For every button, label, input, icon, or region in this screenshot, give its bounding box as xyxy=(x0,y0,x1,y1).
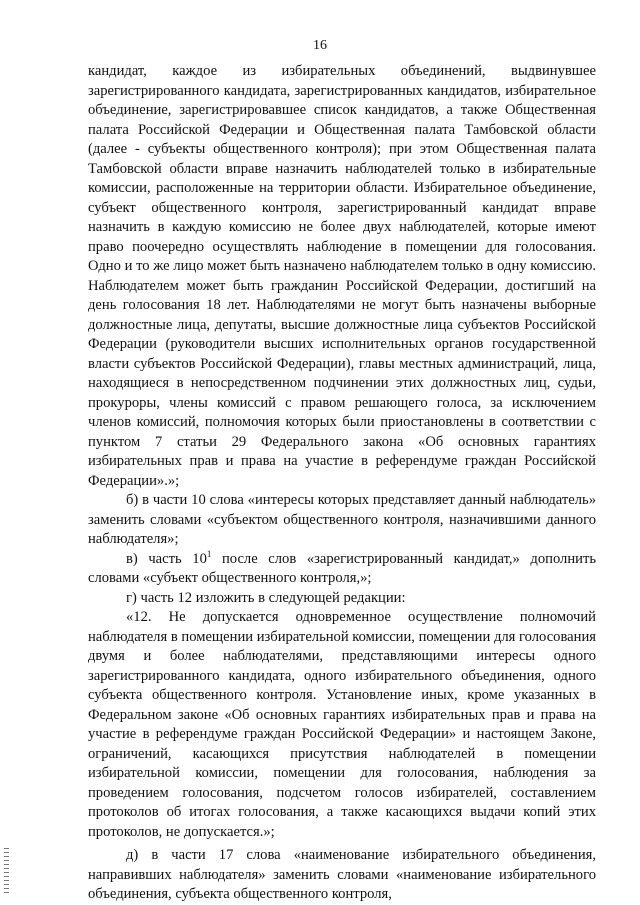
page-number: 16 xyxy=(313,38,327,53)
paragraph-item-v xyxy=(88,550,596,589)
paragraph-continued-text: кандидат, каждое из избирательных объединений, выдвинувшее зарегистрированного кандидата, зарегистрированных кандидатов, избирательное объединение, зарегистрировавшее список кандидатов, а также Общественная палата Российской Федерации и Общественная палата Тамбовской области (далее - субъекты общественного контроля); при этом Общественная палата Тамбовской области вправе назначить наблюдателей только в избирательные комиссии, расположенные на территории области. Избирательное объединение, субъект общественного контроля, зарегистрированный кандидат вправе назначить в каждую комиссию не более двух наблюдателей, которые имеют право поочередно осуществлять наблюдение в помещении для голосования. Одно и то же лицо может быть назначено наблюдателем только в одну комиссию. Наблюдателем может быть гражданин Российской Федерации, достигший на день голосования 18 лет. Наблюдателями не могут быть назначены выборные должностные лица, депутаты, высшие должностные лица субъектов Российской Федерации (руководители высших исполнительных органов государственной власти субъектов Российской Федерации), главы местных администраций, лица, находящиеся в непосредственном подчинении этих должностных лиц, судьи, прокуроры, члены комиссий с правом решающего голоса, за исключением членов комиссий, полномочия которых были приостановлены в соответствии с пунктом 7 статьи 29 Федерального закона «Об основных гарантиях избирательных прав и права на участие в референдуме граждан Российской Федерации».»; xyxy=(88,63,596,489)
scan-edge-marks xyxy=(4,848,10,900)
paragraph-quoted-part-12: «12. Не допускается одновременное осуществление полномочий наблюдателя в помещении избирательной комиссии, помещении для голосования двумя и более наблюдателями, представляющими интересы одного зарегистрированного кандидата, одного избирательного объединения, одного субъекта общественного контроля. Установление иных, кроме указанных в Федеральном законе «Об основных гарантиях избирательных прав и права на участие в референдуме граждан Российской Федерации» и настоящем Законе, ограничений, касающихся присутствия наблюдателей в помещении избирательной комиссии, помещении для голосования, наблюдения за проведением голосования, подсчетом голосов избирателей, составлением протоколов об итогах голосования, а также касающихся выдачи копий этих протоколов, не допускается.»; xyxy=(88,609,596,840)
paragraph-item-d: д) в части 17 слова «наименование избирательного объединения, направивших наблюдателя» заменить словами «наименование избирательного объединения, субъекта общественного контроля, xyxy=(88,847,596,902)
item-v-superscript: 1 xyxy=(206,548,212,559)
paragraph-item-g: г) часть 12 изложить в следующей редакции: xyxy=(126,589,406,606)
document-body xyxy=(88,62,596,905)
item-v-lead: в) часть 10 xyxy=(126,550,207,567)
item-v-rest: после слов «зарегистрированный кандидат,» дополнить словами «субъект общественного контроля,»; xyxy=(88,550,596,586)
paragraph-item-b: б) в части 10 слова «интересы которых представляет данный наблюдатель» заменить словами «субъектом общественного контроля, назначившими данного наблюдателя»; xyxy=(88,492,596,547)
